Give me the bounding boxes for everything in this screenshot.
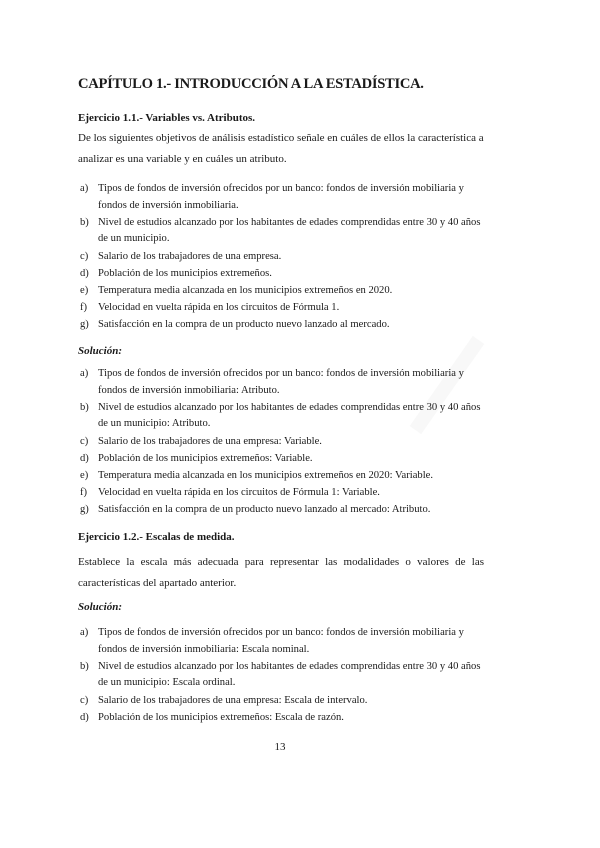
list-item — [78, 434, 488, 451]
list-item — [78, 468, 488, 485]
list-item — [78, 266, 488, 283]
list-item — [78, 249, 488, 266]
exercise-2-intro: Establece la escala más adecuada para representar las modalidades o valores de las características del apartado anterior. — [78, 556, 484, 589]
item-label: a) — [80, 368, 89, 379]
list-item — [78, 502, 488, 519]
item-label: d) — [80, 711, 89, 723]
item-text: Población de los municipios extremeños: Variable. — [98, 452, 313, 464]
item-label: f) — [80, 487, 88, 499]
item-text: Salario de los trabajadores de una empresa. — [98, 250, 282, 262]
item-text: Temperatura media alcanzada en los municipios extremeños en 2020: Variable. — [98, 469, 433, 481]
item-label: c) — [80, 694, 89, 706]
item-text: Nivel de estudios alcanzado por los habitantes de edades comprendidas entre 30 y 40 años de un municipio. — [98, 216, 481, 245]
item-label: a) — [80, 627, 89, 638]
item-text: Población de los municipios extremeños. — [98, 267, 272, 279]
item-label: d) — [80, 452, 89, 464]
item-text: Velocidad en vuelta rápida en los circuitos de Fórmula 1. — [98, 302, 340, 314]
solution-2-list — [78, 625, 488, 727]
list-item — [78, 300, 488, 317]
exercise-1-title: Ejercicio 1.1.- Variables vs. Atributos. — [78, 112, 256, 124]
solution-1-title: Solución: — [78, 345, 123, 357]
item-text: Tipos de fondos de inversión ofrecidos por un banco: fondos de inversión mobiliaria y fondos de inversión inmobiliaria: Atributo. — [98, 368, 464, 396]
item-label: c) — [80, 250, 89, 262]
item-text: Población de los municipios extremeños: Escala de razón. — [98, 711, 344, 723]
item-label: d) — [80, 267, 89, 279]
item-label: c) — [80, 435, 89, 447]
list-item — [78, 366, 488, 399]
item-text: Nivel de estudios alcanzado por los habitantes de edades comprendidas entre 30 y 40 años de un municipio: Atributo. — [98, 401, 481, 430]
item-text: Satisfacción en la compra de un producto nuevo lanzado al mercado: Atributo. — [98, 504, 431, 516]
exercise-2-title: Ejercicio 1.2.- Escalas de medida. — [78, 531, 235, 543]
item-label: f) — [80, 302, 88, 314]
item-text: Tipos de fondos de inversión ofrecidos por un banco: fondos de inversión mobiliaria y fondos de inversión inmobiliaria: Escala nominal. — [98, 627, 464, 655]
list-item — [78, 283, 488, 300]
item-label: b) — [80, 401, 89, 413]
item-text: Temperatura media alcanzada en los municipios extremeños en 2020. — [98, 284, 393, 296]
chapter-title: CAPÍTULO 1.- INTRODUCCIÓN A LA ESTADÍSTICA. — [78, 76, 424, 92]
list-item — [78, 693, 488, 710]
item-label: e) — [80, 284, 89, 296]
exercise-1-intro: De los siguientes objetivos de análisis estadístico señale en cuáles de ellos la característica a analizar es una variable y en cuáles un atributo. — [78, 132, 484, 165]
list-item — [78, 451, 488, 468]
item-label: e) — [80, 469, 89, 481]
item-label: g) — [80, 319, 89, 331]
solution-1-list — [78, 366, 488, 520]
list-item — [78, 317, 488, 334]
list-item — [78, 659, 488, 692]
item-text: Salario de los trabajadores de una empresa: Variable. — [98, 435, 322, 447]
list-item — [78, 181, 488, 214]
list-item — [78, 400, 488, 433]
page-number: 13 — [274, 741, 286, 753]
solution-2-title: Solución: — [78, 601, 123, 613]
item-text: Satisfacción en la compra de un producto nuevo lanzado al mercado. — [98, 319, 390, 331]
list-item — [78, 625, 488, 658]
list-item — [78, 710, 488, 727]
item-label: b) — [80, 216, 89, 228]
item-text: Salario de los trabajadores de una empresa: Escala de intervalo. — [98, 694, 368, 706]
list-item — [78, 215, 488, 248]
exercise-1-list — [78, 181, 488, 335]
list-item — [78, 485, 488, 502]
item-label: b) — [80, 660, 89, 672]
item-label: a) — [80, 183, 89, 194]
item-label: g) — [80, 504, 89, 516]
item-text: Tipos de fondos de inversión ofrecidos por un banco: fondos de inversión mobiliaria y fondos de inversión inmobiliaria. — [98, 183, 464, 211]
item-text: Velocidad en vuelta rápida en los circuitos de Fórmula 1: Variable. — [98, 487, 380, 499]
item-text: Nivel de estudios alcanzado por los habitantes de edades comprendidas entre 30 y 40 años de un municipio: Escala ordinal. — [98, 660, 481, 689]
